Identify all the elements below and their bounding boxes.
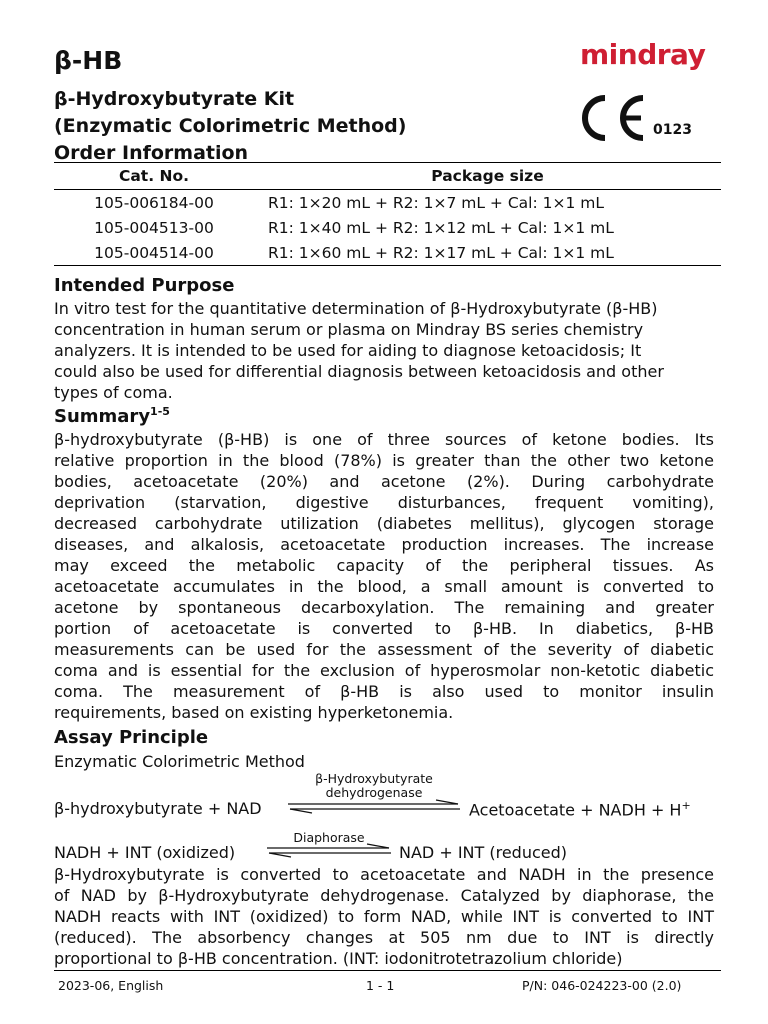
equilibrium-arrow-icon <box>286 798 462 816</box>
paragraph-line: concentration in human serum or plasma on Mindray BS series chemistry <box>54 320 644 339</box>
paragraph-line: relative proportion in the blood (78%) is greater than the other two ketone <box>54 451 714 470</box>
reaction-1-products <box>469 799 691 819</box>
notified-body-number: 0123 <box>653 122 692 138</box>
assay-description <box>54 864 714 969</box>
reaction-1-reactants: β-hydroxybutyrate + NAD <box>54 799 262 818</box>
package-size-cell: R1: 1×20 mL + R2: 1×7 mL + Cal: 1×1 mL <box>268 193 604 212</box>
enzyme-label-1 <box>288 772 460 800</box>
kit-method: (Enzymatic Colorimetric Method) <box>54 115 407 137</box>
product-title: β-HB <box>54 46 123 75</box>
reaction-2-reactants: NADH + INT (oxidized) <box>54 843 236 862</box>
paragraph-line: In vitro test for the quantitative determination of β-Hydroxybutyrate (β-HB) <box>54 299 658 318</box>
mindray-logo: mindray <box>580 38 706 71</box>
enzyme-name-line: β-Hydroxybutyrate <box>315 771 433 786</box>
assay-method-text: Enzymatic Colorimetric Method <box>54 752 305 771</box>
summary-title-text: Summary <box>54 406 151 427</box>
cat-no-cell: 105-004514-00 <box>54 240 254 266</box>
ce-mark-icon <box>573 92 653 144</box>
enzyme-label-2: Diaphorase <box>293 830 365 845</box>
reaction-2-products: NAD + INT (reduced) <box>399 843 568 862</box>
package-size-cell: R1: 1×60 mL + R2: 1×17 mL + Cal: 1×1 mL <box>254 240 721 266</box>
paragraph-line: acetone by spontaneous decarboxylation. The remaining and greater <box>54 598 714 617</box>
intended-purpose-title: Intended Purpose <box>54 275 235 296</box>
paragraph-line: requirements, based on existing hyperketonemia. <box>54 703 454 722</box>
kit-heading <box>54 86 406 167</box>
footer-date-language: 2023-06, English <box>58 978 164 993</box>
footer-divider <box>54 970 721 971</box>
paragraph-line: could also be used for differential diagnosis between ketoacidosis and other <box>54 362 664 381</box>
reaction-1-products-text: Acetoacetate + NADH + H <box>469 800 682 820</box>
footer-page-number: 1 - 1 <box>366 978 395 993</box>
enzyme-name-line: dehydrogenase <box>325 785 423 800</box>
package-size-cell: R1: 1×40 mL + R2: 1×12 mL + Cal: 1×1 mL <box>268 218 614 237</box>
paragraph-line: measurements can be used for the assessment of the severity of diabetic <box>54 640 714 659</box>
paragraph-line: proportional to β-HB concentration. (INT: iodonitrotetrazolium chloride) <box>54 949 623 968</box>
summary-reference: 1-5 <box>150 405 170 418</box>
table-row <box>54 215 721 240</box>
paragraph-line: decreased carbohydrate utilization (diabetes mellitus), glycogen storage <box>54 514 714 533</box>
paragraph-line: diseases, and alkalosis, acetoacetate production increases. The increase <box>54 535 714 554</box>
kit-name: β-Hydroxybutyrate Kit <box>54 88 295 110</box>
order-table-header <box>54 163 721 190</box>
paragraph-line: acetoacetate accumulates in the blood, a small amount is converted to <box>54 577 714 596</box>
proton-charge: + <box>681 799 691 812</box>
paragraph-line: coma and is essential for the exclusion of hyperosmolar non-ketotic diabetic <box>54 661 714 680</box>
ce-mark <box>573 92 698 144</box>
paragraph-line: deprivation (starvation, digestive disturbances, frequent vomiting), <box>54 493 714 512</box>
paragraph-line: portion of acetoacetate is converted to β-HB. In diabetics, β-HB <box>54 619 714 638</box>
paragraph-line: of NAD by β-Hydroxybutyrate dehydrogenase. Catalyzed by diaphorase, the <box>54 886 714 905</box>
paragraph-line: coma. The measurement of β-HB is also used to monitor insulin <box>54 682 714 701</box>
paragraph-line: NADH reacts with INT (oxidized) to form NAD, while INT is converted to INT <box>54 907 714 926</box>
column-package-size: Package size <box>254 163 721 190</box>
assay-method <box>54 751 714 772</box>
paragraph-line: may exceed the metabolic capacity of the peripheral tissues. As <box>54 556 714 575</box>
paragraph-line: analyzers. It is intended to be used for aiding to diagnose ketoacidosis; It <box>54 341 642 360</box>
paragraph-line: β-Hydroxybutyrate is converted to acetoacetate and NADH in the presence <box>54 865 714 884</box>
footer-part-number: P/N: 046-024223-00 (2.0) <box>522 978 682 993</box>
order-information-title: Order Information <box>54 142 249 164</box>
equilibrium-arrow-icon <box>265 842 393 860</box>
table-row <box>54 190 721 216</box>
order-table <box>54 162 721 266</box>
column-cat-no: Cat. No. <box>54 163 254 190</box>
assay-principle-title: Assay Principle <box>54 727 209 748</box>
paragraph-line: types of coma. <box>54 383 173 402</box>
cat-no-cell: 105-006184-00 <box>94 193 214 212</box>
cat-no-cell: 105-004513-00 <box>94 218 214 237</box>
intended-purpose-text <box>54 298 714 403</box>
summary-text <box>54 429 714 723</box>
table-row <box>54 240 721 266</box>
paragraph-line: (reduced). The absorbency changes at 505 nm due to INT is directly <box>54 928 714 947</box>
summary-title <box>54 405 170 427</box>
paragraph-line: bodies, acetoacetate (20%) and acetone (2%). During carbohydrate <box>54 472 714 491</box>
paragraph-line: β-hydroxybutyrate (β-HB) is one of three sources of ketone bodies. Its <box>54 430 714 449</box>
